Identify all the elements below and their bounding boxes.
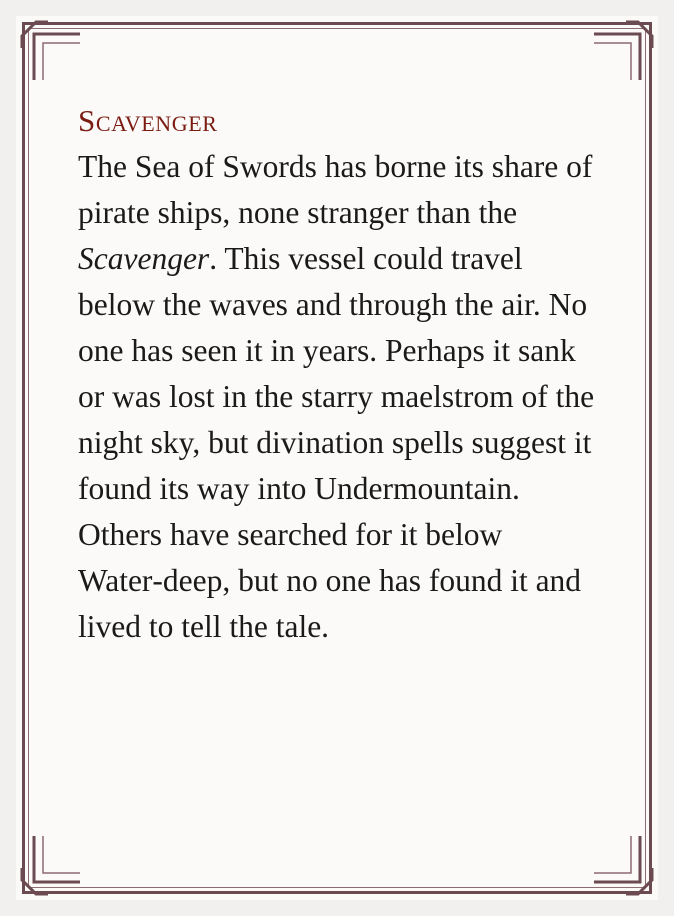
body-text-run: The Sea of Swords has borne its share of pirate ships, none stranger than the (78, 149, 593, 231)
ship-name-emphasis: Scavenger (78, 241, 210, 277)
card-content (78, 104, 606, 840)
card-body-text (78, 144, 606, 650)
card-title: Scavenger (78, 103, 218, 138)
stat-block-card (16, 16, 658, 900)
body-text-run: . This vessel could travel below the waves and through the air. No one has seen it in years. Perhaps it sank or was lost in the starry maelstrom of the night sky, but divination spells suggest it found its way into Undermountain. Others have searched for it below Water‑deep, but no one has found it and lived to tell the tale. (78, 241, 595, 645)
